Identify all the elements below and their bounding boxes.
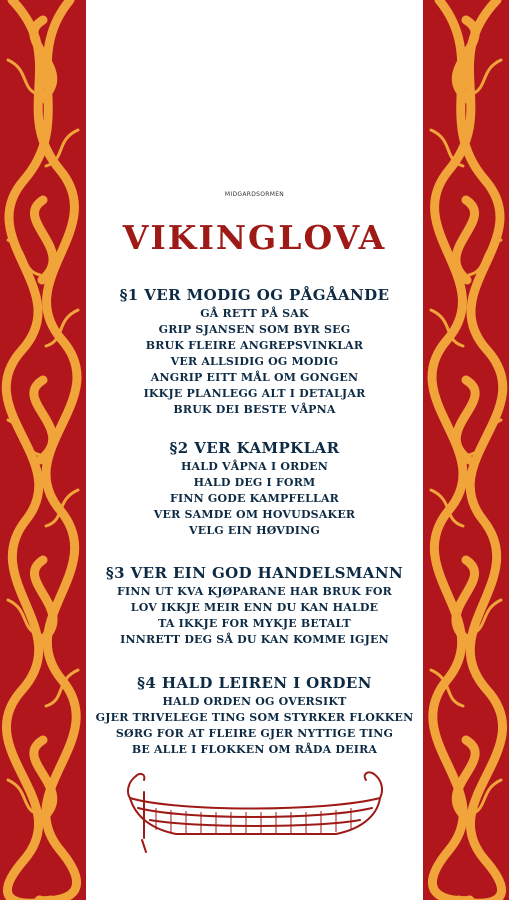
knotwork-pattern-right [423,0,509,900]
rule-line: HALD VÅPNA I ORDEN [180,460,329,473]
poster-title: VIKINGLOVA [122,218,387,257]
rule-line: VELG EIN HØVDING [189,524,320,537]
rule-line: TA IKKJE FOR MYKJE BETALT [158,617,351,630]
rule-line: BRUK FLEIRE ANGREPSVINKLAR [145,339,364,352]
rule-line: FINN UT KVA KJØPARANE HAR BRUK FOR [116,585,393,598]
rule-line: LOV IKKJE MEIR ENN DU KAN HALDE [130,601,379,614]
section-heading: §1 VER MODIG OG PÅGÅANDE [119,286,390,304]
viking-ship-illustration [116,768,393,858]
rule-line: GRIP SJANSEN SOM BYR SEG [158,323,351,336]
rule-line: VER SAMDE OM HOVUDSAKER [153,508,356,521]
right-knotwork-border [423,0,509,900]
publisher-label: MIDGARDSORMEN [224,191,285,198]
section-heading: §4 HALD LEIREN I ORDEN [137,674,372,692]
knotwork-pattern-left [0,0,86,900]
rule-line: BE ALLE I FLOKKEN OM RÅDA DEIRA [131,743,378,756]
section-1 [86,286,423,418]
rule-line: ANGRIP EITT MÅL OM GONGEN [150,371,359,384]
rule-line: GÅ RETT PÅ SAK [200,307,309,320]
section-heading: §3 VER EIN GOD HANDELSMANN [105,564,404,582]
left-knotwork-border [0,0,86,900]
rule-line: VER ALLSIDIG OG MODIG [170,355,339,368]
section-3 [86,564,423,648]
rule-line: GJER TRIVELEGE TING SOM STYRKER FLOKKEN [95,711,414,724]
section-2 [86,439,423,539]
rule-line: IKKJE PLANLEGG ALT I DETALJAR [143,387,366,400]
rule-line: HALD ORDEN OG OVERSIKT [162,695,347,708]
section-4 [86,674,423,758]
poster-body [86,0,423,900]
rule-line: SØRG FOR AT FLEIRE GJER NYTTIGE TING [115,727,394,740]
rule-line: FINN GODE KAMPFELLAR [169,492,340,505]
rule-line: BRUK DEI BESTE VÅPNA [173,403,336,416]
section-heading: §2 VER KAMPKLAR [169,439,340,457]
rule-line: INNRETT DEG SÅ DU KAN KOMME IGJEN [120,633,389,646]
rule-line: HALD DEG I FORM [193,476,316,489]
